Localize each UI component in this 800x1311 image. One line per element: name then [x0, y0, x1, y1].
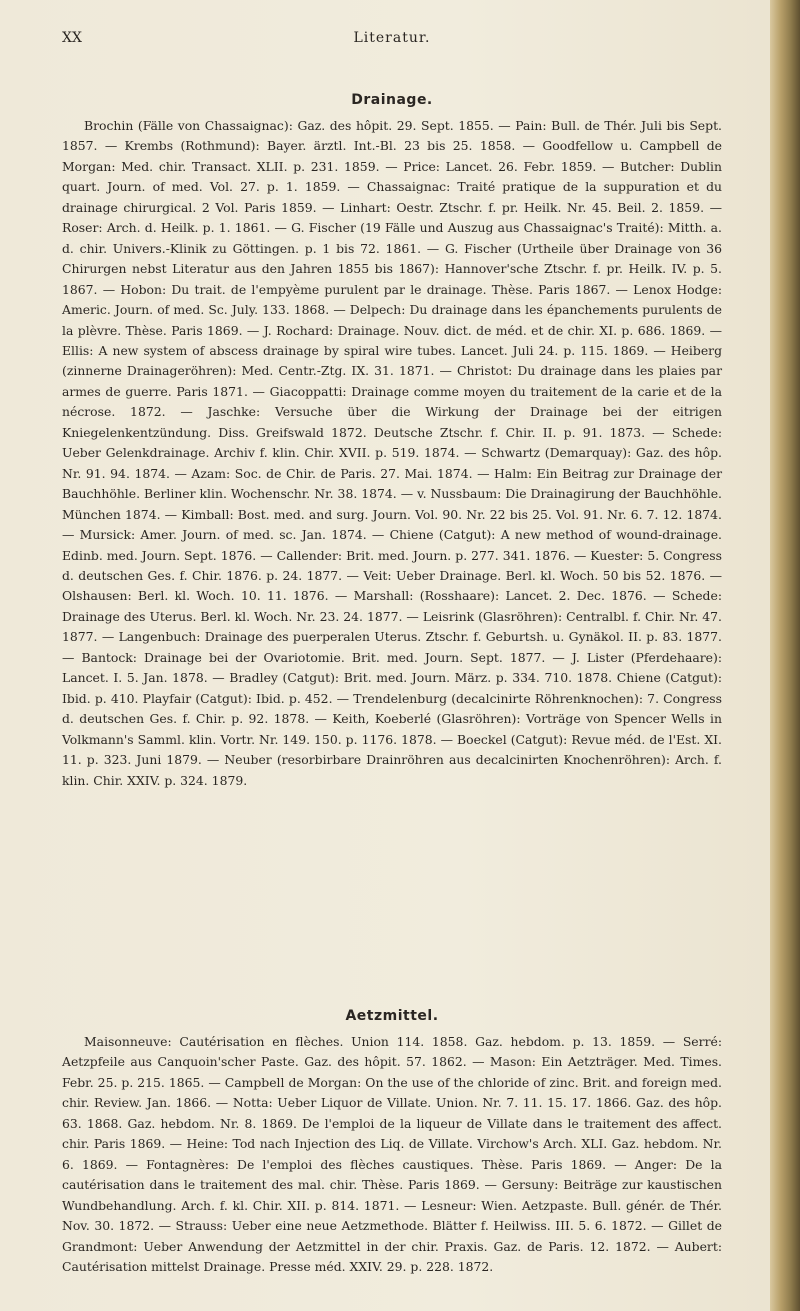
- page-header: [62, 30, 722, 52]
- page-number: XX: [62, 30, 82, 46]
- bibliography-aetzmittel: Maisonneuve: Cautérisation en flèches. Union 114. 1858. Gaz. hebdom. p. 13. 1859. — Serré: Aetzpfeile aus Canquoin'scher Paste. Gaz. des hôpit. 57. 1862. — Mason: Ein Aetzträger. Med. Times. Febr. 25. p. 215. 1865. — Campbell de Morgan: On the use of the chloride of zinc. Brit. and foreign med. chir. Review. Jan. 1866. — Notta: Ueber Liquor de Villate. Union. Nr. 7. 11. 15. 17. 1866. Gaz. des hôp. 63. 1868. Gaz. hebdom. Nr. 8. 1869. De l'emploi de la liqueur de Villate dans le traitement des affect. chir. Paris 1869. — Heine: Tod nach Injection des Liq. de Villate. Virchow's Arch. XLI. Gaz. hebdom. Nr. 6. 1869. — Fontagnères: De l'emploi des flèches caustiques. Thèse. Paris 1869. — Anger: De la cautérisation dans le traitement des mal. chir. Thèse. Paris 1869. — Gersuny: Beiträge zur kaustischen Wundbehandlung. Arch. f. kl. Chir. XII. p. 814. 1871. — Lesneur: Wien. Aetzpaste. Bull. génér. de Thér. Nov. 30. 1872. — Strauss: Ueber eine neue Aetzmethode. Blätter f. Heilwiss. III. 5. 6. 1872. — Gillet de Grandmont: Ueber Anwendung der Aetzmittel in der chir. Praxis. Gaz. de Paris. 12. 1872. — Aubert: Cautérisation mittelst Drainage. Presse méd. XXIV. 29. p. 228. 1872.: [62, 1034, 722, 1274]
- running-title: Literatur.: [353, 30, 431, 46]
- bibliography-drainage: Brochin (Fälle von Chassaignac): Gaz. des hôpit. 29. Sept. 1855. — Pain: Bull. de Thér. Juli bis Sept. 1857. — Krembs (Rothmund): Bayer. ärztl. Int.-Bl. 23 bis 25. 1858. — Goodfellow u. Campbell de Morgan: Med. chir. Transact. XLII. p. 231. 1859. — Price: Lancet. 26. Febr. 1859. — Butcher: Dublin quart. Journ. of med. Vol. 27. p. 1. 1859. — Chassaignac: Traité pratique de la suppuration et du drainage chirurgical. 2 Vol. Paris 1859. — Linhart: Oestr. Ztschr. f. pr. Heilk. Nr. 45. Beil. 2. 1859. — Roser: Arch. d. Heilk. p. 1. 1861. — G. Fischer (19 Fälle und Auszug aus Chassaignac's Traité): Mitth. a. d. chir. Univers.-Klinik zu Göttingen. p. 1 bis 72. 1861. — G. Fischer (Urtheile über Drainage von 36 Chirurgen nebst Literatur aus den Jahren 1855 bis 1867): Hannover'sche Ztschr. f. pr. Heilk. IV. p. 5. 1867. — Hobon: Du trait. de l'empyème purulent par le drainage. Thèse. Paris 1867. — Lenox Hodge: Americ. Journ. of med. Sc. July. 133. 1868. — Delpech: Du drainage dans les épanchements purulents de la plèvre. Thèse. Paris 1869. — J. Rochard: Drainage. Nouv. dict. de méd. et de chir. XI. p. 686. 1869. — Ellis: A new system of abscess drainage by spiral wire tubes. Lancet. Juli 24. p. 115. 1869. — Heiberg (zinnerne Drainageröhren): Med. Centr.-Ztg. IX. 31. 1871. — Christot: Du drainage dans les plaies par armes de guerre. Paris 1871. — Giacoppatti: Drainage comme moyen du traitement de la carie et de la nécrose. 1872. — Jaschke: Versuche über die Wirkung der Drainage bei der eitrigen Kniegelenkentzündung. Diss. Greifswald 1872. Deutsche Ztschr. f. Chir. II. p. 91. 1873. — Schede: Ueber Gelenkdrainage. Archiv f. klin. Chir. XVII. p. 519. 1874. — Schwartz (Demarquay): Gaz. des hôp. Nr. 91. 94. 1874. — Azam: Soc. de Chir. de Paris. 27. Mai. 1874. — Halm: Ein Beitrag zur Drainage der Bauchhöhle. Berliner klin. Wochenschr. Nr. 38. 1874. — v. Nussbaum: Die Drainagirung der Bauchhöhle. München 1874. — Kimball: Bost. med. and surg. Journ. Vol. 90. Nr. 22 bis 25. Vol. 91. Nr. 6. 7. 12. 1874. — Mursick: Amer. Journ. of med. sc. Jan. 1874. — Chiene (Catgut): A new method of wound-drainage. Edinb. med. Journ. Sept. 1876. — Callender: Brit. med. Journ. p. 277. 341. 1876. — Kuester: 5. Congress d. deutschen Ges. f. Chir. 1876. p. 24. 1877. — Veit: Ueber Drainage. Berl. kl. Woch. 50 bis 52. 1876. — Olshausen: Berl. kl. Woch. 10. 11. 1876. — Marshall: (Rosshaare): Lancet. 2. Dec. 1876. — Schede: Drainage des Uterus. Berl. kl. Woch. Nr. 23. 24. 1877. — Leisrink (Glasröhren): Centralbl. f. Chir. Nr. 47. 1877. — Langenbuch: Drainage des puerperalen Uterus. Ztschr. f. Geburtsh. u. Gynäkol. II. p. 83. 1877. — Bantock: Drainage bei der Ovariotomie. Brit. med. Journ. Sept. 1877. — J. Lister (Pferdehaare): Lancet. I. 5. Jan. 1878. — Bradley (Catgut): Brit. med. Journ. März. p. 334. 710. 1878. Chiene (Catgut): Ibid. p. 410. Playfair (Catgut): Ibid. p. 452. — Trendelenburg (decalcinirte Röhrenknochen): 7. Congress d. deutschen Ges. f. Chir. p. 92. 1878. — Keith, Koeberlé (Glasröhren): Vorträge von Spencer Wells in Volkmann's Samml. klin. Vortr. Nr. 149. 150. p. 1176. 1878. — Boeckel (Catgut): Revue méd. de l'Est. XI. 11. p. 323. Juni 1879. — Neuber (resorbirbare Drainröhren aus decalcinirten Knochenröhren): Arch. f. klin. Chir. XXIV. p. 324. 1879.: [62, 118, 722, 788]
- section-title-drainage: Drainage.: [351, 92, 433, 108]
- section-title-aetzmittel: Aetzmittel.: [345, 1008, 439, 1024]
- page-edge: [770, 0, 800, 1311]
